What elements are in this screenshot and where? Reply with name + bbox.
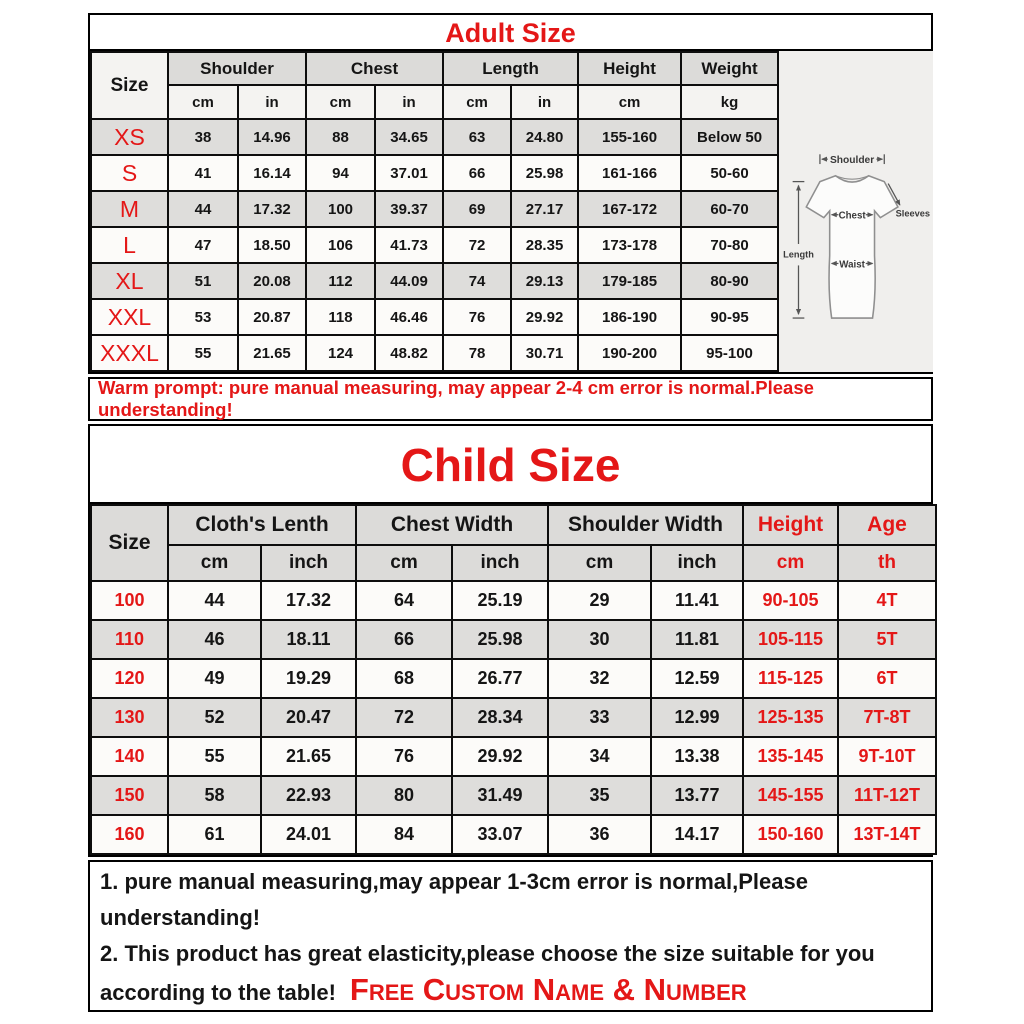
- adult-cell: 27.17: [511, 191, 578, 227]
- child-cell: 58: [168, 776, 261, 815]
- promo-text: Free Custom Name & Number: [349, 972, 747, 1007]
- warm-prompt: Warm prompt: pure manual measuring, may appear 2-4 cm error is normal.Please understanding!: [88, 377, 933, 421]
- adult-cell: 39.37: [375, 191, 443, 227]
- child-size-row: [91, 659, 936, 698]
- child-row-height: 90-105: [743, 581, 838, 620]
- unit-cell: cm: [743, 545, 838, 581]
- child-cell: 11.81: [651, 620, 743, 659]
- child-cell: 13.77: [651, 776, 743, 815]
- adult-cell: 28.35: [511, 227, 578, 263]
- child-row-age: 13T-14T: [838, 815, 936, 854]
- child-cell: 46: [168, 620, 261, 659]
- adult-col-weight: Weight: [681, 52, 778, 85]
- adult-size-row: [91, 119, 778, 155]
- child-cell: 26.77: [452, 659, 548, 698]
- adult-section-title: Adult Size: [90, 15, 931, 51]
- child-size-section: [88, 424, 933, 857]
- child-cell: 49: [168, 659, 261, 698]
- child-row-age: 5T: [838, 620, 936, 659]
- adult-cell: 55: [168, 335, 238, 371]
- adult-cell: 34.65: [375, 119, 443, 155]
- child-size-row: [91, 776, 936, 815]
- adult-cell: 72: [443, 227, 511, 263]
- child-cell: 61: [168, 815, 261, 854]
- child-cell: 68: [356, 659, 452, 698]
- adult-cell: 37.01: [375, 155, 443, 191]
- child-cell: 80: [356, 776, 452, 815]
- child-row-size-label: 130: [91, 698, 168, 737]
- unit-cell: cm: [548, 545, 651, 581]
- adult-cell: 51: [168, 263, 238, 299]
- child-cell: 35: [548, 776, 651, 815]
- adult-size-row: [91, 227, 778, 263]
- child-cell: 28.34: [452, 698, 548, 737]
- adult-size-row: [91, 299, 778, 335]
- unit-cell: cm: [443, 85, 511, 119]
- child-cell: 84: [356, 815, 452, 854]
- child-cell: 18.11: [261, 620, 356, 659]
- adult-cell: 179-185: [578, 263, 681, 299]
- child-cell: 13.38: [651, 737, 743, 776]
- adult-cell: 60-70: [681, 191, 778, 227]
- adult-cell: Below 50: [681, 119, 778, 155]
- adult-cell: 44: [168, 191, 238, 227]
- child-row-age: 4T: [838, 581, 936, 620]
- unit-cell: cm: [356, 545, 452, 581]
- adult-cell: 25.98: [511, 155, 578, 191]
- child-cell: 66: [356, 620, 452, 659]
- adult-cell: 94: [306, 155, 375, 191]
- adult-cell: 186-190: [578, 299, 681, 335]
- adult-row-size-label: XL: [91, 263, 168, 299]
- adult-cell: 124: [306, 335, 375, 371]
- child-row-age: 9T-10T: [838, 737, 936, 776]
- child-size-row: [91, 581, 936, 620]
- child-size-row: [91, 620, 936, 659]
- adult-cell: 24.80: [511, 119, 578, 155]
- adult-row-size-label: XXXL: [91, 335, 168, 371]
- child-col-shoulder-width: Shoulder Width: [548, 505, 743, 545]
- child-cell: 11.41: [651, 581, 743, 620]
- adult-size-section: [88, 13, 933, 374]
- adult-size-row: [91, 263, 778, 299]
- adult-cell: 17.32: [238, 191, 306, 227]
- child-row-age: 6T: [838, 659, 936, 698]
- child-row-size-label: 140: [91, 737, 168, 776]
- adult-col-chest: Chest: [306, 52, 443, 85]
- unit-cell: inch: [261, 545, 356, 581]
- adult-col-length: Length: [443, 52, 578, 85]
- child-row-size-label: 110: [91, 620, 168, 659]
- child-cell: 22.93: [261, 776, 356, 815]
- adult-units-row: [91, 85, 778, 119]
- adult-cell: 29.92: [511, 299, 578, 335]
- child-cell: 52: [168, 698, 261, 737]
- child-cell: 76: [356, 737, 452, 776]
- child-row-size-label: 160: [91, 815, 168, 854]
- child-cell: 30: [548, 620, 651, 659]
- child-size-table: [90, 504, 937, 855]
- adult-col-size: Size: [91, 52, 168, 119]
- note-1: 1. pure manual measuring,may appear 1-3cm error is normal,Please understanding!: [100, 869, 808, 930]
- adult-size-table: [90, 51, 779, 372]
- child-cell: 25.98: [452, 620, 548, 659]
- unit-cell: cm: [168, 85, 238, 119]
- child-size-row: [91, 698, 936, 737]
- adult-cell: 44.09: [375, 263, 443, 299]
- child-row-height: 145-155: [743, 776, 838, 815]
- child-col-cloth-length: Cloth's Lenth: [168, 505, 356, 545]
- adult-cell: 20.08: [238, 263, 306, 299]
- sleeves-label: Sleeves: [895, 208, 931, 219]
- adult-cell: 76: [443, 299, 511, 335]
- adult-row-size-label: XXL: [91, 299, 168, 335]
- child-size-row: [91, 815, 936, 854]
- child-cell: 29: [548, 581, 651, 620]
- child-cell: 14.17: [651, 815, 743, 854]
- child-cell: 20.47: [261, 698, 356, 737]
- unit-cell: in: [511, 85, 578, 119]
- child-row-size-label: 100: [91, 581, 168, 620]
- adult-size-row: [91, 335, 778, 371]
- adult-cell: 20.87: [238, 299, 306, 335]
- chest-label: Chest: [838, 210, 866, 222]
- adult-cell: 78: [443, 335, 511, 371]
- adult-cell: 38: [168, 119, 238, 155]
- adult-cell: 66: [443, 155, 511, 191]
- child-row-size-label: 120: [91, 659, 168, 698]
- adult-cell: 48.82: [375, 335, 443, 371]
- child-cell: 64: [356, 581, 452, 620]
- adult-cell: 16.14: [238, 155, 306, 191]
- child-cell: 21.65: [261, 737, 356, 776]
- adult-cell: 173-178: [578, 227, 681, 263]
- adult-cell: 29.13: [511, 263, 578, 299]
- child-row-size-label: 150: [91, 776, 168, 815]
- tshirt-outline: [806, 176, 898, 318]
- adult-cell: 69: [443, 191, 511, 227]
- adult-cell: 41.73: [375, 227, 443, 263]
- child-cell: 25.19: [452, 581, 548, 620]
- child-row-height: 150-160: [743, 815, 838, 854]
- unit-cell: cm: [578, 85, 681, 119]
- tshirt-diagram-svg: [779, 143, 933, 343]
- child-col-height: Height: [743, 505, 838, 545]
- notes-section: [88, 860, 933, 1012]
- child-row-age: 11T-12T: [838, 776, 936, 815]
- adult-cell: 100: [306, 191, 375, 227]
- adult-cell: 50-60: [681, 155, 778, 191]
- child-units-row: [91, 545, 936, 581]
- adult-cell: 14.96: [238, 119, 306, 155]
- adult-cell: 155-160: [578, 119, 681, 155]
- child-cell: 24.01: [261, 815, 356, 854]
- adult-cell: 118: [306, 299, 375, 335]
- adult-cell: 18.50: [238, 227, 306, 263]
- adult-cell: 88: [306, 119, 375, 155]
- adult-cell: 46.46: [375, 299, 443, 335]
- adult-cell: 161-166: [578, 155, 681, 191]
- adult-row-size-label: XS: [91, 119, 168, 155]
- child-cell: 32: [548, 659, 651, 698]
- adult-cell: 63: [443, 119, 511, 155]
- child-size-row: [91, 737, 936, 776]
- unit-cell: th: [838, 545, 936, 581]
- child-header-row: [91, 505, 936, 545]
- child-cell: 12.59: [651, 659, 743, 698]
- child-row-height: 105-115: [743, 620, 838, 659]
- child-cell: 29.92: [452, 737, 548, 776]
- child-cell: 33: [548, 698, 651, 737]
- unit-cell: inch: [452, 545, 548, 581]
- adult-size-row: [91, 155, 778, 191]
- child-cell: 72: [356, 698, 452, 737]
- adult-cell: 167-172: [578, 191, 681, 227]
- adult-content: [90, 51, 931, 372]
- child-col-age: Age: [838, 505, 936, 545]
- adult-cell: 112: [306, 263, 375, 299]
- child-cell: 55: [168, 737, 261, 776]
- adult-cell: 41: [168, 155, 238, 191]
- child-cell: 31.49: [452, 776, 548, 815]
- unit-cell: cm: [168, 545, 261, 581]
- adult-cell: 74: [443, 263, 511, 299]
- note-2-line: [100, 936, 921, 1011]
- child-col-size: Size: [91, 505, 168, 581]
- unit-cell: in: [238, 85, 306, 119]
- adult-cell: 30.71: [511, 335, 578, 371]
- child-row-height: 125-135: [743, 698, 838, 737]
- child-cell: 33.07: [452, 815, 548, 854]
- adult-col-height: Height: [578, 52, 681, 85]
- adult-row-size-label: L: [91, 227, 168, 263]
- unit-cell: in: [375, 85, 443, 119]
- adult-size-row: [91, 191, 778, 227]
- adult-col-shoulder: Shoulder: [168, 52, 306, 85]
- unit-cell: inch: [651, 545, 743, 581]
- adult-header-row: [91, 52, 778, 85]
- adult-row-size-label: S: [91, 155, 168, 191]
- child-row-height: 115-125: [743, 659, 838, 698]
- adult-cell: 106: [306, 227, 375, 263]
- adult-table-body: [91, 119, 778, 371]
- child-cell: 19.29: [261, 659, 356, 698]
- tshirt-measurement-diagram: [779, 51, 933, 372]
- adult-cell: 80-90: [681, 263, 778, 299]
- adult-cell: 90-95: [681, 299, 778, 335]
- note-2: 2. This product has great elasticity,please choose the size suitable for you according to the table!: [100, 941, 875, 1005]
- adult-cell: 95-100: [681, 335, 778, 371]
- waist-label: Waist: [839, 259, 865, 271]
- child-cell: 44: [168, 581, 261, 620]
- child-cell: 34: [548, 737, 651, 776]
- child-table-body: [91, 581, 936, 854]
- adult-row-size-label: M: [91, 191, 168, 227]
- child-cell: 12.99: [651, 698, 743, 737]
- child-section-title: Child Size: [90, 426, 931, 504]
- shoulder-label: Shoulder: [829, 155, 875, 167]
- unit-cell: kg: [681, 85, 778, 119]
- adult-cell: 47: [168, 227, 238, 263]
- adult-cell: 70-80: [681, 227, 778, 263]
- adult-cell: 53: [168, 299, 238, 335]
- child-cell: 17.32: [261, 581, 356, 620]
- adult-cell: 21.65: [238, 335, 306, 371]
- child-col-chest-width: Chest Width: [356, 505, 548, 545]
- adult-cell: 190-200: [578, 335, 681, 371]
- length-label: Length: [783, 249, 814, 260]
- child-row-height: 135-145: [743, 737, 838, 776]
- child-row-age: 7T-8T: [838, 698, 936, 737]
- unit-cell: cm: [306, 85, 375, 119]
- child-cell: 36: [548, 815, 651, 854]
